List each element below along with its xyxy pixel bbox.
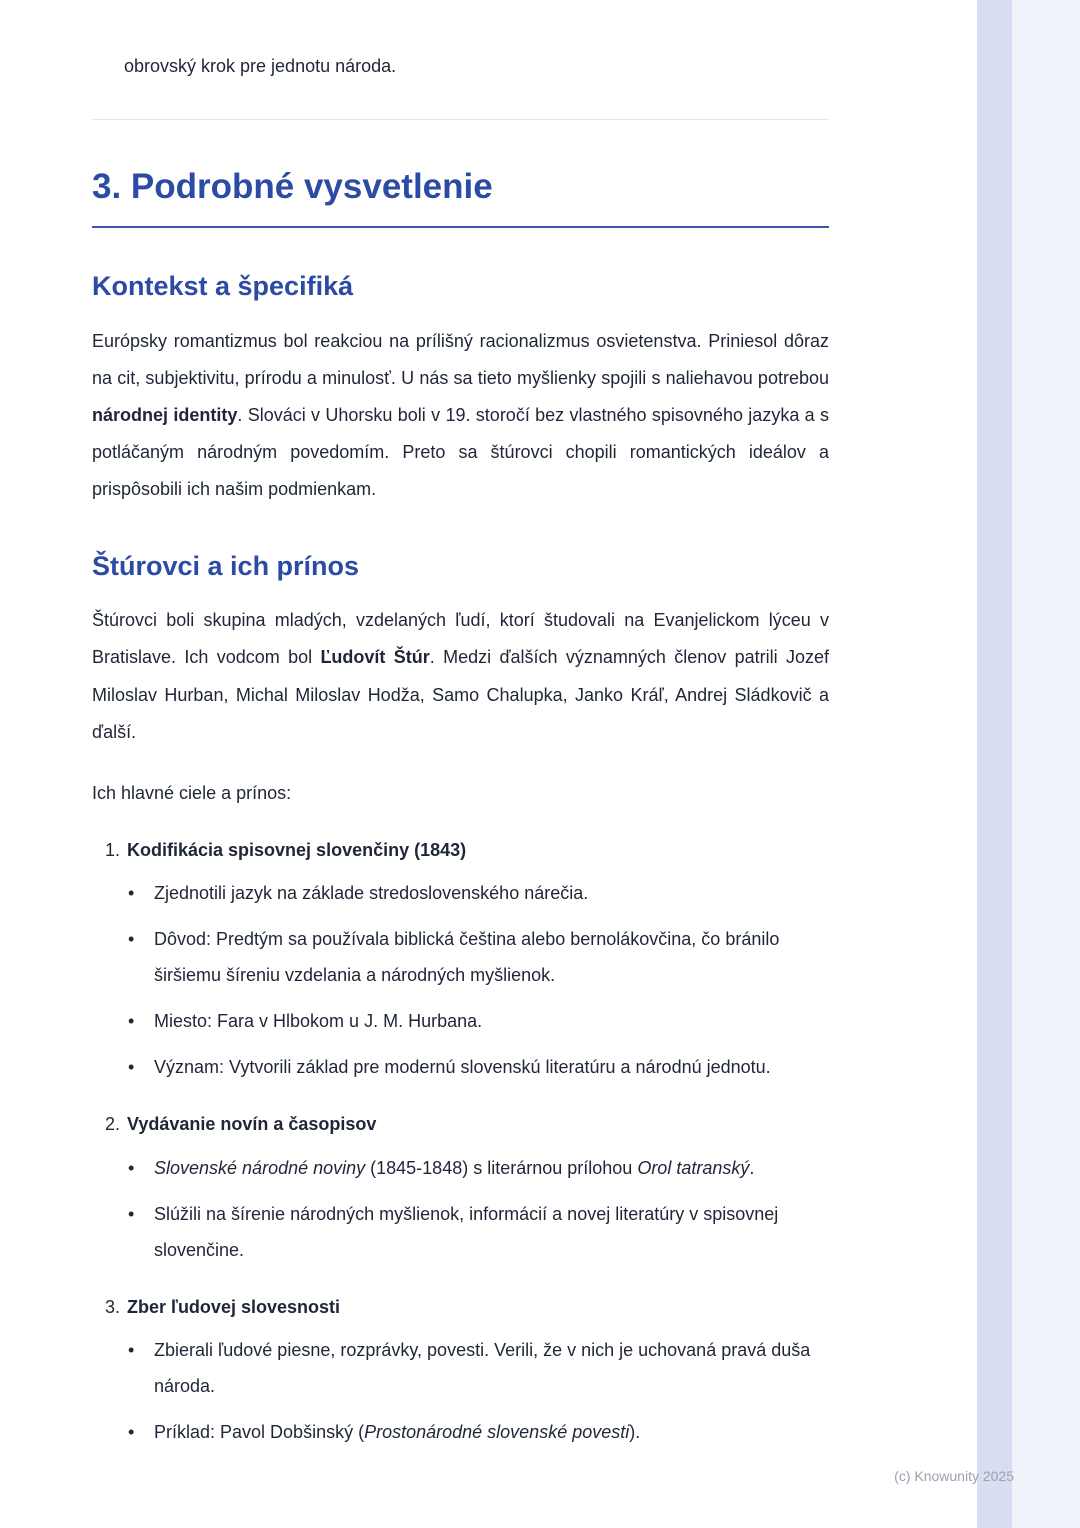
bullet-list bbox=[92, 875, 829, 1085]
bullet-icon bbox=[128, 1332, 154, 1404]
list-item-number: 2. bbox=[105, 1114, 121, 1135]
footer-credit: (c) Knowunity 2025 bbox=[894, 1468, 1014, 1484]
bullet-icon bbox=[128, 1414, 154, 1450]
bullet-item bbox=[92, 921, 829, 993]
list-item-number: 1. bbox=[105, 839, 121, 860]
bullet-item bbox=[92, 1196, 829, 1268]
list-item-2 bbox=[92, 1109, 829, 1268]
bullet-icon bbox=[128, 921, 154, 993]
paragraph-context: Európsky romantizmus bol reakciou na prílišný racionalizmus osvietenstva. Priniesol dôraz na cit, subjektivitu, prírodu a minulosť. U nás sa tieto myšlienky spojili s naliehavou potrebou národnej identity. Slováci v Uhorsku boli v 19. storočí bez vlastného spisovného jazyka a s potláčaným národným povedomím. Preto sa štúrovci chopili romantických ideálov a prispôsobili ich našim podmienkam. bbox=[92, 330, 830, 499]
bullet-list bbox=[92, 1150, 829, 1268]
bullet-item bbox=[92, 1150, 829, 1186]
numbered-list bbox=[92, 835, 829, 1451]
content bbox=[92, 0, 829, 1450]
paragraph-sturovci: Štúrovci boli skupina mladých, vzdelaných ľudí, ktorí študovali na Evanjelickom lýceu v Bratislave. Ich vodcom bol Ľudovít Štúr. Medzi ďalších významných členov patrili Jozef Miloslav Hurban, Michal Miloslav Hodža, Samo Chalupka, Janko Kráľ, Andrej Sládkovič a ďalší. bbox=[92, 610, 829, 742]
list-item-title-row bbox=[92, 1109, 829, 1140]
bullet-list bbox=[92, 1332, 829, 1450]
list-item-number: 3. bbox=[105, 1296, 121, 1317]
bullet-icon bbox=[128, 1049, 154, 1085]
subsection-heading-context: Kontekst a špecifiká bbox=[92, 271, 354, 302]
goals-intro: Ich hlavné ciele a prínos: bbox=[92, 782, 292, 803]
side-panel bbox=[977, 0, 1080, 1528]
bullet-text: Miesto: Fara v Hlbokom u J. M. Hurbana. bbox=[154, 1011, 483, 1032]
bullet-item bbox=[92, 1332, 829, 1404]
bullet-icon bbox=[128, 1196, 154, 1268]
list-item-1 bbox=[92, 835, 829, 1086]
top-divider bbox=[92, 119, 829, 120]
bullet-text: Zjednotili jazyk na základe stredoslovenského nárečia. bbox=[154, 883, 589, 904]
bullet-icon bbox=[128, 1150, 154, 1186]
bullet-text: Význam: Vytvorili základ pre modernú slovenskú literatúru a národnú jednotu. bbox=[154, 1057, 771, 1078]
bullet-text: Dôvod: Predtým sa používala biblická čeština alebo bernolákovčina, čo bránilo širšiemu šíreniu vzdelania a národných myšlienok. bbox=[154, 929, 780, 986]
subsection-heading-sturovci: Štúrovci a ich prínos bbox=[92, 550, 360, 581]
bullet-text: Slúžili na šírenie národných myšlienok, informácií a novej literatúry v spisovnej slovenčine. bbox=[154, 1203, 779, 1260]
list-item-title: Kodifikácia spisovnej slovenčiny (1843) bbox=[127, 839, 467, 860]
list-item-title: Zber ľudovej slovesnosti bbox=[127, 1296, 340, 1317]
bullet-item bbox=[92, 1049, 829, 1085]
bullet-text: Slovenské národné noviny (1845-1848) s literárnou prílohou Orol tatranský. bbox=[154, 1157, 755, 1178]
section-heading-rule bbox=[92, 226, 829, 228]
bullet-text: Zbierali ľudové piesne, rozprávky, povesti. Verili, že v nich je uchovaná pravá duša národa. bbox=[154, 1340, 811, 1397]
list-item-title-row bbox=[92, 1292, 829, 1323]
bullet-item bbox=[92, 1414, 829, 1450]
section-heading: 3. Podrobné vysvetlenie bbox=[92, 167, 493, 207]
list-item-title: Vydávanie novín a časopisov bbox=[127, 1114, 377, 1135]
list-item-3 bbox=[92, 1292, 829, 1451]
continuation-text: obrovský krok pre jednotu národa. bbox=[124, 56, 397, 76]
bullet-text: Príklad: Pavol Dobšinský (Prostonárodné slovenské povesti). bbox=[154, 1422, 641, 1443]
bullet-item bbox=[92, 875, 829, 911]
bullet-icon bbox=[128, 1003, 154, 1039]
list-item-title-row bbox=[92, 835, 829, 866]
bullet-icon bbox=[128, 875, 154, 911]
bullet-item bbox=[92, 1003, 829, 1039]
side-panel-strip bbox=[977, 0, 1012, 1528]
